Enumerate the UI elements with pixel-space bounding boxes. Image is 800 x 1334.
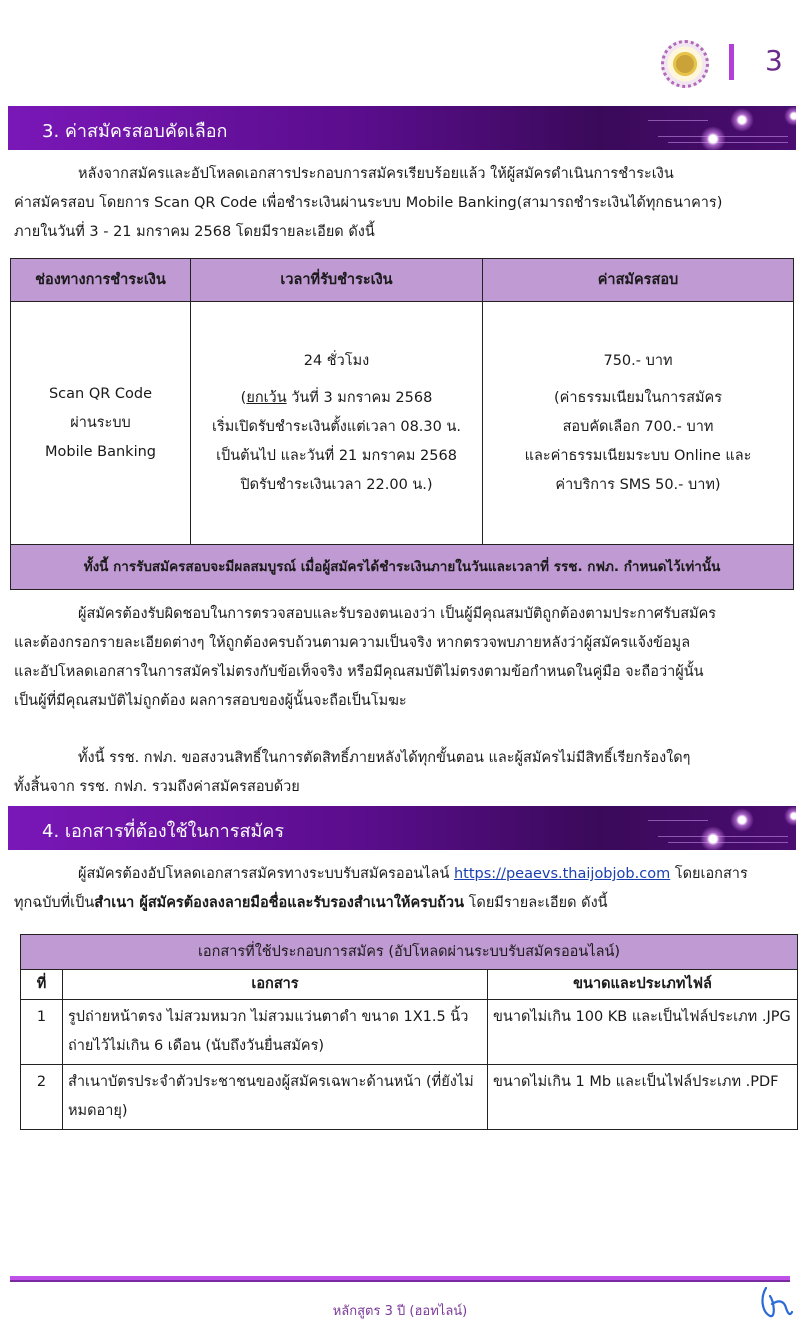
fee-table-row — [11, 302, 794, 545]
application-site-link[interactable]: https://peaevs.thaijobjob.com — [453, 866, 671, 882]
decorative-glow-icon — [730, 808, 754, 832]
header-file-size-type: ขนาดและประเภทไฟล์ — [488, 970, 798, 1000]
file-requirement: ขนาดไม่เกิน 1 Mb และเป็นไฟล์ประเภท .PDF — [488, 1065, 798, 1130]
section-3-intro: หลังจากสมัครและอัปโหลดเอกสารประกอบการสมัครเรียบร้อยแล้ว ให้ผู้สมัครดำเนินการชำระเงิน ค่าสมัครสอบ โดยการ Scan QR Code เพื่อชำระเงินผ่านระบบ Mobile Banking(สามารถชำระเงินได้ทุกธนาคาร) ภายในวันที่ 3 - 21 มกราคม 2568 โดยมีรายละเอียด ดังนี้ — [14, 166, 723, 240]
header-payment-channel: ช่องทางการชำระเงิน — [11, 259, 191, 302]
fee-table-note-row — [11, 545, 794, 590]
documents-table-caption: เอกสารที่ใช้ประกอบการสมัคร (อัปโหลดผ่านระบบรับสมัครออนไลน์) — [21, 935, 798, 970]
document-description: รูปถ่ายหน้าตรง ไม่สวมหมวก ไม่สวมแว่นตาดำ ขนาด 1X1.5 นิ้ว ถ่ายไว้ไม่เกิน 6 เดือน (นับถึงวันยื่นสมัคร) — [63, 1000, 488, 1065]
fee-table-header-row — [11, 259, 794, 302]
decorative-glow-icon — [784, 106, 796, 126]
table-row — [21, 1000, 798, 1065]
table-row — [21, 1065, 798, 1130]
header-exam-fee: ค่าสมัครสอบ — [483, 259, 794, 302]
section-4-title: 4. เอกสารที่ต้องใช้ในการสมัคร — [42, 821, 285, 842]
documents-table — [20, 934, 798, 1130]
section-3-banner — [8, 106, 796, 150]
footer-divider — [10, 1276, 790, 1282]
rights-paragraph: ทั้งนี้ รรช. กฟภ. ขอสงวนสิทธิ์ในการตัดสิทธิ์ภายหลังได้ทุกขั้นตอน และผู้สมัครไม่มีสิทธิ์เรียกร้องใดๆ ทั้งสิ้นจาก รรช. กฟภ. รวมถึงค่าสมัครสอบด้วย — [14, 750, 691, 795]
section-3-title: 3. ค่าสมัครสอบคัดเลือก — [42, 121, 228, 142]
row-number: 2 — [21, 1065, 63, 1130]
decorative-glow-icon — [784, 806, 796, 826]
header-divider — [729, 44, 734, 80]
payment-time-cell: 24 ชั่วโมง (ยกเว้น วันที่ 3 มกราคม 2568 เริ่มเปิดรับชำระเงินตั้งแต่เวลา 08.30 น. เป็นต้นไป และวันที่ 21 มกราคม 2568 ปิดรับชำระเงินเวลา 22.00 น.) — [191, 302, 483, 545]
header-document: เอกสาร — [63, 970, 488, 1000]
fee-table — [10, 258, 794, 590]
page-header — [0, 34, 800, 90]
section-4-banner — [8, 806, 796, 850]
page-number: 3 — [765, 44, 783, 77]
organization-logo-icon — [661, 40, 709, 88]
fee-note: ทั้งนี้ การรับสมัครสอบจะมีผลสมบูรณ์ เมื่อผู้สมัครได้ชำระเงินภายในวันและเวลาที่ รรช. กฟภ. กำหนดไว้เท่านั้น — [11, 545, 794, 590]
signature-icon — [758, 1282, 794, 1322]
footer-text: หลักสูตร 3 ปี (ฮอทไลน์) — [332, 1304, 468, 1319]
responsibility-paragraph: ผู้สมัครต้องรับผิดชอบในการตรวจสอบและรับรองตนเองว่า เป็นผู้มีคุณสมบัติถูกต้องตามประกาศรับสมัคร และต้องกรอกรายละเอียดต่างๆ ให้ถูกต้องครบถ้วนตามความเป็นจริง หากตรวจพบภายหลังว่าผู้สมัครแจ้งข้อมูล และอัปโหลดเอกสารในการสมัครไม่ตรงกับข้อเท็จจริง หรือมีคุณสมบัติไม่ตรงตามข้อกำหนดในคู่มือ จะถือว่าผู้นั้น เป็นผู้ที่มีคุณสมบัติไม่ถูกต้อง ผลการสอบของผู้นั้นจะถือเป็นโมฆะ — [14, 606, 717, 709]
row-number: 1 — [21, 1000, 63, 1065]
document-description: สำเนาบัตรประจำตัวประชาชนของผู้สมัครเฉพาะด้านหน้า (ที่ยังไม่หมดอายุ) — [63, 1065, 488, 1130]
exam-fee-cell: 750.- บาท (ค่าธรรมเนียมในการสมัคร สอบคัดเลือก 700.- บาท และค่าธรรมเนียมระบบ Online และ ค่าบริการ SMS 50.- บาท) — [483, 302, 794, 545]
decorative-glow-icon — [700, 826, 726, 850]
decorative-glow-icon — [730, 108, 754, 132]
header-payment-time: เวลาที่รับชำระเงิน — [191, 259, 483, 302]
file-requirement: ขนาดไม่เกิน 100 KB และเป็นไฟล์ประเภท .JPG — [488, 1000, 798, 1065]
decorative-glow-icon — [700, 126, 726, 150]
header-number: ที่ — [21, 970, 63, 1000]
section-4-intro: ผู้สมัครต้องอัปโหลดเอกสารสมัครทางระบบรับสมัครออนไลน์ https://peaevs.thaijobjob.com โดยเอกสาร ทุกฉบับที่เป็นสำเนา ผู้สมัครต้องลงลายมือชื่อและรับรองสำเนาให้ครบถ้วน โดยมีรายละเอียด ดังนี้ — [14, 866, 748, 911]
payment-channel-cell: Scan QR Code ผ่านระบบ Mobile Banking — [11, 302, 191, 545]
